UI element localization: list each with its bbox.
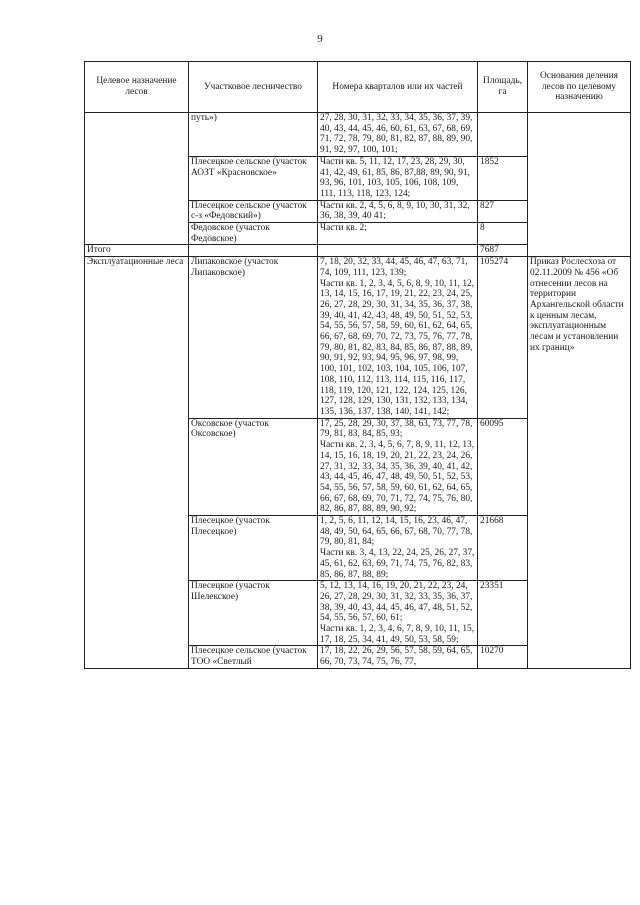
forestry-cell: Липаковское (участок Липаковское) [189, 257, 318, 419]
quarters-cell: 17, 18, 22, 26, 29, 56, 57, 58, 59, 64, 65, 66, 70, 73, 74, 75, 76, 77, [318, 646, 478, 668]
quarters-cell: Части кв. 5, 11, 12, 17, 23, 28, 29, 30, 41, 42, 49, 61, 85, 86, 87,88, 89, 90, 91, 93, 96, 101, 103, 105, 106, 108, 109, 111, 113, 118, 123, 124; [318, 156, 478, 200]
forestry-cell: Оксовское (участок Оксовское) [189, 418, 318, 515]
quarters-cell: 17, 25, 28, 29, 30, 37, 38, 63, 73, 77, 78, 79, 81, 83, 84, 85, 93; Части кв. 2, 3, 4, 5, 6, 7, 8, 9, 11, 12, 13, 14, 15, 16, 18, 19, 20, 21, 22, 23, 24, 26, 27, 31, 32, 33, 34, 35, 36, 39, 40, 41, 42, 43, 44, 45, 46, 47, 48, 49, 50, 51, 52, 53, 54, 55, 56, 57, 58, 59, 60, 61, 62, 64, 65, 66, 67, 68, 69, 70, 71, 72, 74, 75, 76, 80, 82, 86, 87, 88, 89, 90, 92; [318, 418, 478, 515]
forest-purpose-table [84, 61, 631, 669]
forestry-cell: Плесецкое (участок Шелекское) [189, 581, 318, 646]
area-cell: 8 [478, 223, 528, 245]
quarters-cell: Части кв. 2, 4, 5, 6, 8, 9, 10, 30, 31, 32, 36, 38, 39, 40 41; [318, 200, 478, 222]
area-cell: 21668 [478, 516, 528, 581]
table-row [85, 113, 631, 157]
area-cell: 60095 [478, 418, 528, 515]
forestry-cell: Плесецкое сельское (участок ТОО «Светлый [189, 646, 318, 668]
operational-purpose-cell: Эксплуатационные леса [85, 257, 189, 669]
header-quarters: Номера кварталов или их частей [318, 62, 478, 113]
forestry-cell: Плесецкое сельское (участок с-з «Федовский») [189, 200, 318, 222]
header-area: Площадь, га [478, 62, 528, 113]
header-forestry: Участковое лесничество [189, 62, 318, 113]
quarters-cell: 27, 28, 30, 31, 32, 33, 34, 35, 36, 37, 39, 40, 43, 44, 45, 46, 60, 61, 63, 67, 68, 69, 71, 72, 78, 79, 80, 81, 82, 87, 88, 89, 90, 91, 92, 97, 100, 101; [318, 113, 478, 157]
forestry-cell: Плесецкое сельское (участок АОЗТ «Красновское» [189, 156, 318, 200]
quarters-cell: 5, 12, 13, 14, 16, 19, 20, 21, 22, 23, 24, 26, 27, 28, 29, 30, 31, 32, 33, 35, 36, 37, 38, 39, 40, 43, 44, 45, 46, 47, 48, 51, 52, 54, 55, 56, 57, 60, 61; Части кв. 1, 2, 3, 4, 6, 7, 8, 9, 10, 11, 15, 17, 18, 25, 34, 41, 49, 50, 53, 58, 59; [318, 581, 478, 646]
total-label: Итого [85, 245, 189, 257]
area-cell: 827 [478, 200, 528, 222]
header-basis: Основания деления лесов по целевому назначению [528, 62, 631, 113]
total-quarters-empty [318, 245, 478, 257]
forestry-cell: Федовское (участок Федовское) [189, 223, 318, 245]
quarters-cell: 1, 2, 5, 6, 11, 12, 14, 15, 16, 23, 46, 47, 48, 49, 50, 64, 65, 66, 67, 68, 70, 77, 78, 79, 80, 81, 84; Части кв. 3, 4, 13, 22, 24, 25, 26, 27, 37, 45, 61, 62, 63, 69, 71, 74, 75, 76, 82, 83, 85, 86, 87, 88, 89; [318, 516, 478, 581]
purpose-cell-continued [85, 113, 189, 245]
forestry-cell: Плесецкое (участок Плесецкое) [189, 516, 318, 581]
header-purpose: Целевое назначение лесов [85, 62, 189, 113]
basis-cell-continued [528, 113, 631, 257]
total-area: 7687 [478, 245, 528, 257]
quarters-cell: 7, 18, 20, 32, 33, 44, 45, 46, 47, 63, 71, 74, 109, 111, 123, 139; Части кв. 1, 2, 3, 4, 5, 6, 8, 9, 10, 11, 12, 13, 14, 15, 16, 17, 19, 21, 22, 23, 24, 25, 26, 27, 28, 29, 30, 31, 34, 35, 36, 37, 38, 39, 40, 41, 42, 43, 48, 49, 50, 51, 52, 53, 54, 55, 56, 57, 58, 59, 60, 61, 62, 64, 65, 66, 67, 68, 69, 70, 72, 73, 75, 76, 77, 78, 79, 80, 81, 82, 83, 84, 85, 86, 87, 88, 89, 90, 91, 92, 93, 94, 95, 96, 97, 98, 99, 100, 101, 102, 103, 104, 105, 106, 107, 108, 110, 112, 113, 114, 115, 116, 117, 118, 119, 120, 121, 122, 124, 125, 126, 127, 128, 129, 130, 131, 132, 133, 134, 135, 136, 137, 138, 140, 141, 142; [318, 257, 478, 419]
table-row [85, 257, 631, 419]
area-cell [478, 113, 528, 157]
forestry-cell: путь») [189, 113, 318, 157]
table-header-row [85, 62, 631, 113]
area-cell: 23351 [478, 581, 528, 646]
area-cell: 10270 [478, 646, 528, 668]
quarters-cell: Части кв. 2; [318, 223, 478, 245]
page-number: 9 [317, 33, 323, 45]
total-forestry-empty [189, 245, 318, 257]
area-cell: 1852 [478, 156, 528, 200]
operational-basis-cell: Приказ Рослесхоза от 02.11.2009 № 456 «Об отнесении лесов на территории Архангельской области к ценным лесам, эксплуатационным лесам и установлении их границ» [528, 257, 631, 669]
area-cell: 105274 [478, 257, 528, 419]
